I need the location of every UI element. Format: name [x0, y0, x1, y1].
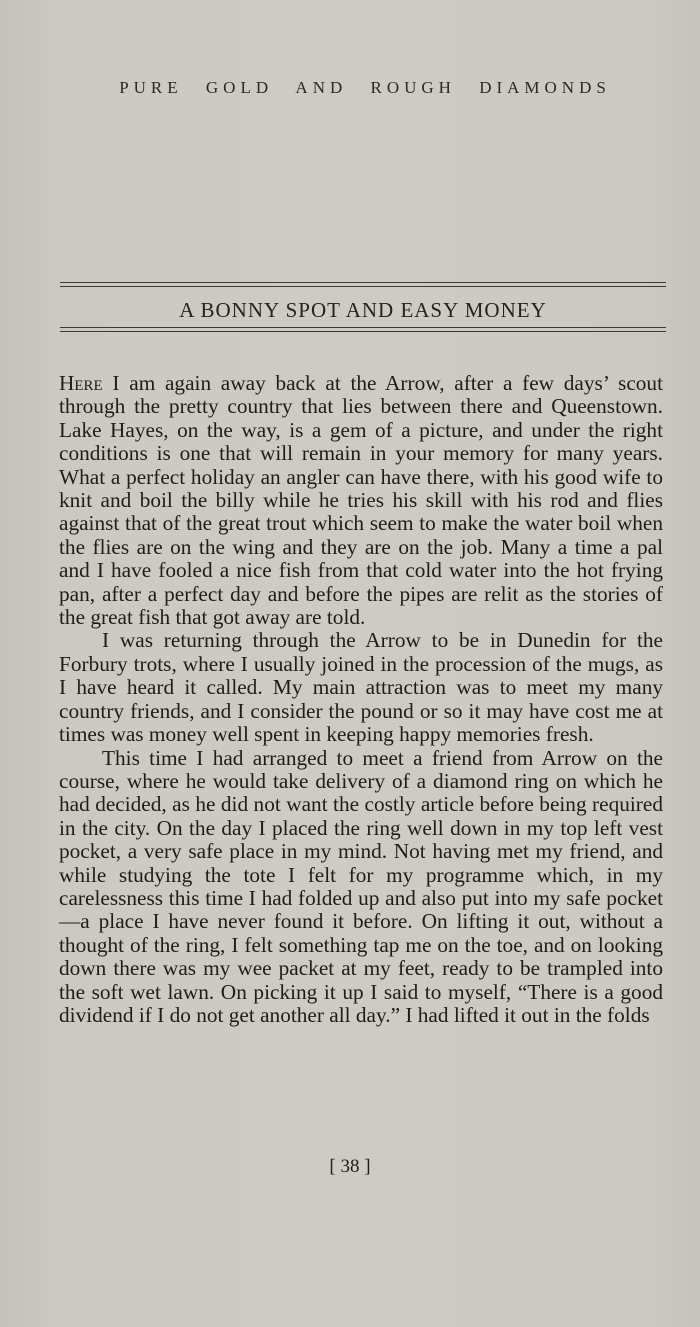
title-rule-bottom: [60, 327, 666, 332]
paragraph-text: I am again away back at the Arrow, after a few days’ scout through the pretty country that lies between there and Queenstown. Lake Hayes, on the way, is a gem of a picture, and under the right conditions is one that will remain in your memory for many years. What a perfect holiday an angler can have there, with his good wife to knit and boil the billy while he tries his skill with his rod and flies against that of the great trout which seem to make the water boil when the flies are on the wing and they are on the job. Many a time a pal and I have fooled a nice fish from that cold water into the hot frying pan, after a perfect day and before the pipes are relit as the stories of the great fish that got away are told.: [59, 371, 663, 630]
paragraph-lead-word: Here: [59, 371, 103, 395]
running-head: PURE GOLD AND ROUGH DIAMONDS: [119, 78, 611, 97]
body-text: [59, 372, 663, 1027]
paragraph: I was returning through the Arrow to be in Dunedin for the Forbury trots, where I usually joined in the procession of the mugs, as I have heard it called. My main attraction was to meet my many country friends, and I consider the pound or so it may have cost me at times was money well spent in keeping happy memories fresh.: [59, 628, 663, 747]
chapter-title: A BONNY SPOT AND EASY MONEY: [179, 298, 547, 322]
page-number: [ 38 ]: [329, 1156, 371, 1177]
paragraph: This time I had arranged to meet a friend from Arrow on the course, where he would take delivery of a diamond ring on which he had decided, as he did not want the costly article before being required in the city. On the day I placed the ring well down in my top left vest pocket, a very safe place in my mind. Not having met my friend, and while studying the tote I felt for my programme which, in my carelessness this time I had folded up and also put into my safe pocket—a place I have never found it before. On lifting it out, without a thought of the ring, I felt something tap me on the toe, and on looking down there was my wee packet at my feet, ready to be trampled into the soft wet lawn. On picking it up I said to myself, “There is a good dividend if I do not get another all day.” I had lifted it out in the folds: [59, 745, 663, 1027]
paragraph: [59, 372, 663, 629]
title-rule-top: [60, 282, 666, 287]
